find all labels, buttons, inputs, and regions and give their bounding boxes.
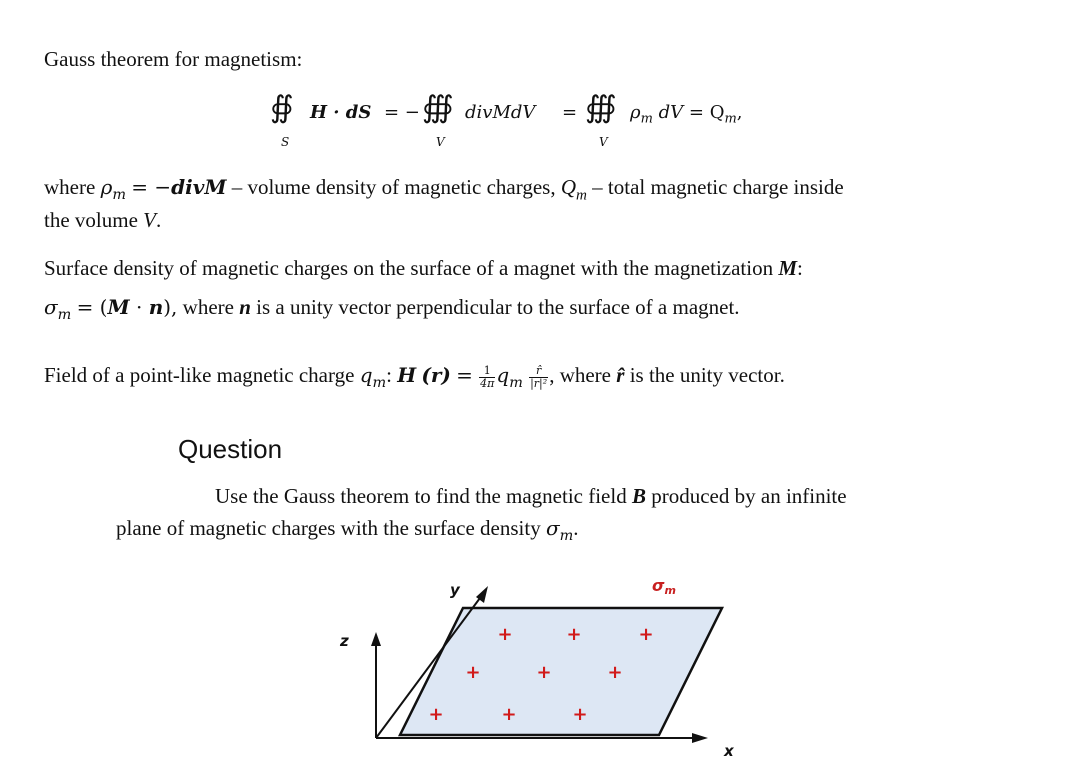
plus-sign: + <box>501 704 517 725</box>
volume-integral-limit-2: V <box>599 135 608 149</box>
plus-sign: + <box>465 662 481 683</box>
rhs-integrand: $\rho_m$ dV = $Q_m$, <box>630 102 743 127</box>
heading: Gauss theorem for magnetism: <box>44 47 303 71</box>
plus-sign: + <box>638 624 654 645</box>
charged-plane <box>400 608 722 735</box>
where-line-2: the volume V. <box>44 208 162 232</box>
plus-sign: + <box>428 704 444 725</box>
fraction-one-over-four-pi: $\frac{1}{4\pi}$ <box>480 363 495 390</box>
plus-sign: + <box>536 662 552 683</box>
plus-sign: + <box>607 662 623 683</box>
z-axis-arrowhead <box>371 632 381 646</box>
x-axis-arrowhead <box>692 733 708 743</box>
plus-sign: + <box>566 624 582 645</box>
plus-sign: + <box>572 704 588 725</box>
volume-integral-symbol-2: ∰ <box>585 90 617 125</box>
mid-integrand: divMdV <box>465 102 536 123</box>
question-line-1: Use the Gauss theorem to find the magnetic field B produced by an infinite <box>215 484 847 508</box>
y-axis-label: y <box>450 581 460 599</box>
volume-integral-symbol: ∰ <box>422 90 454 125</box>
plus-sign: + <box>497 624 513 645</box>
volume-integral-limit: V <box>436 135 445 149</box>
x-axis-label: x <box>724 742 734 760</box>
surface-integral-symbol: ∯ <box>270 90 294 125</box>
surface-density-text: Surface density of magnetic charges on the surface of a magnet with the magnetization M: <box>44 256 803 280</box>
surface-integral-limit: S <box>281 135 290 149</box>
lhs-integrand: H · dS <box>310 102 372 123</box>
question-title: Question <box>178 434 283 464</box>
point-charge-field: Field of a point-like magnetic charge $q_m$: H (r) = $\frac{1}{4\pi}$ $q_m$ $\frac{r̂}{\text{|r|²}}$ , where r̂ is the unity vector. <box>44 363 785 392</box>
sigma-m-label: σm <box>652 576 676 597</box>
equals: = <box>562 102 578 123</box>
fraction-rhat-over-r2: $\frac{r̂}{\text{|r|²}}$ <box>530 363 548 390</box>
z-axis-label: z <box>340 632 349 650</box>
where-line: where $\rho_m$ = −divM – volume density of magnetic charges, $Q_m$ – total magnetic charge inside <box>44 175 844 204</box>
question-line-2: plane of magnetic charges with the surface density $\sigma_m$. <box>116 516 579 545</box>
equals-minus: = − <box>384 102 420 123</box>
surface-density-formula: $\sigma_m = (M \cdot n)$, where n is a unity vector perpendicular to the surface of a magnet. <box>44 295 740 324</box>
